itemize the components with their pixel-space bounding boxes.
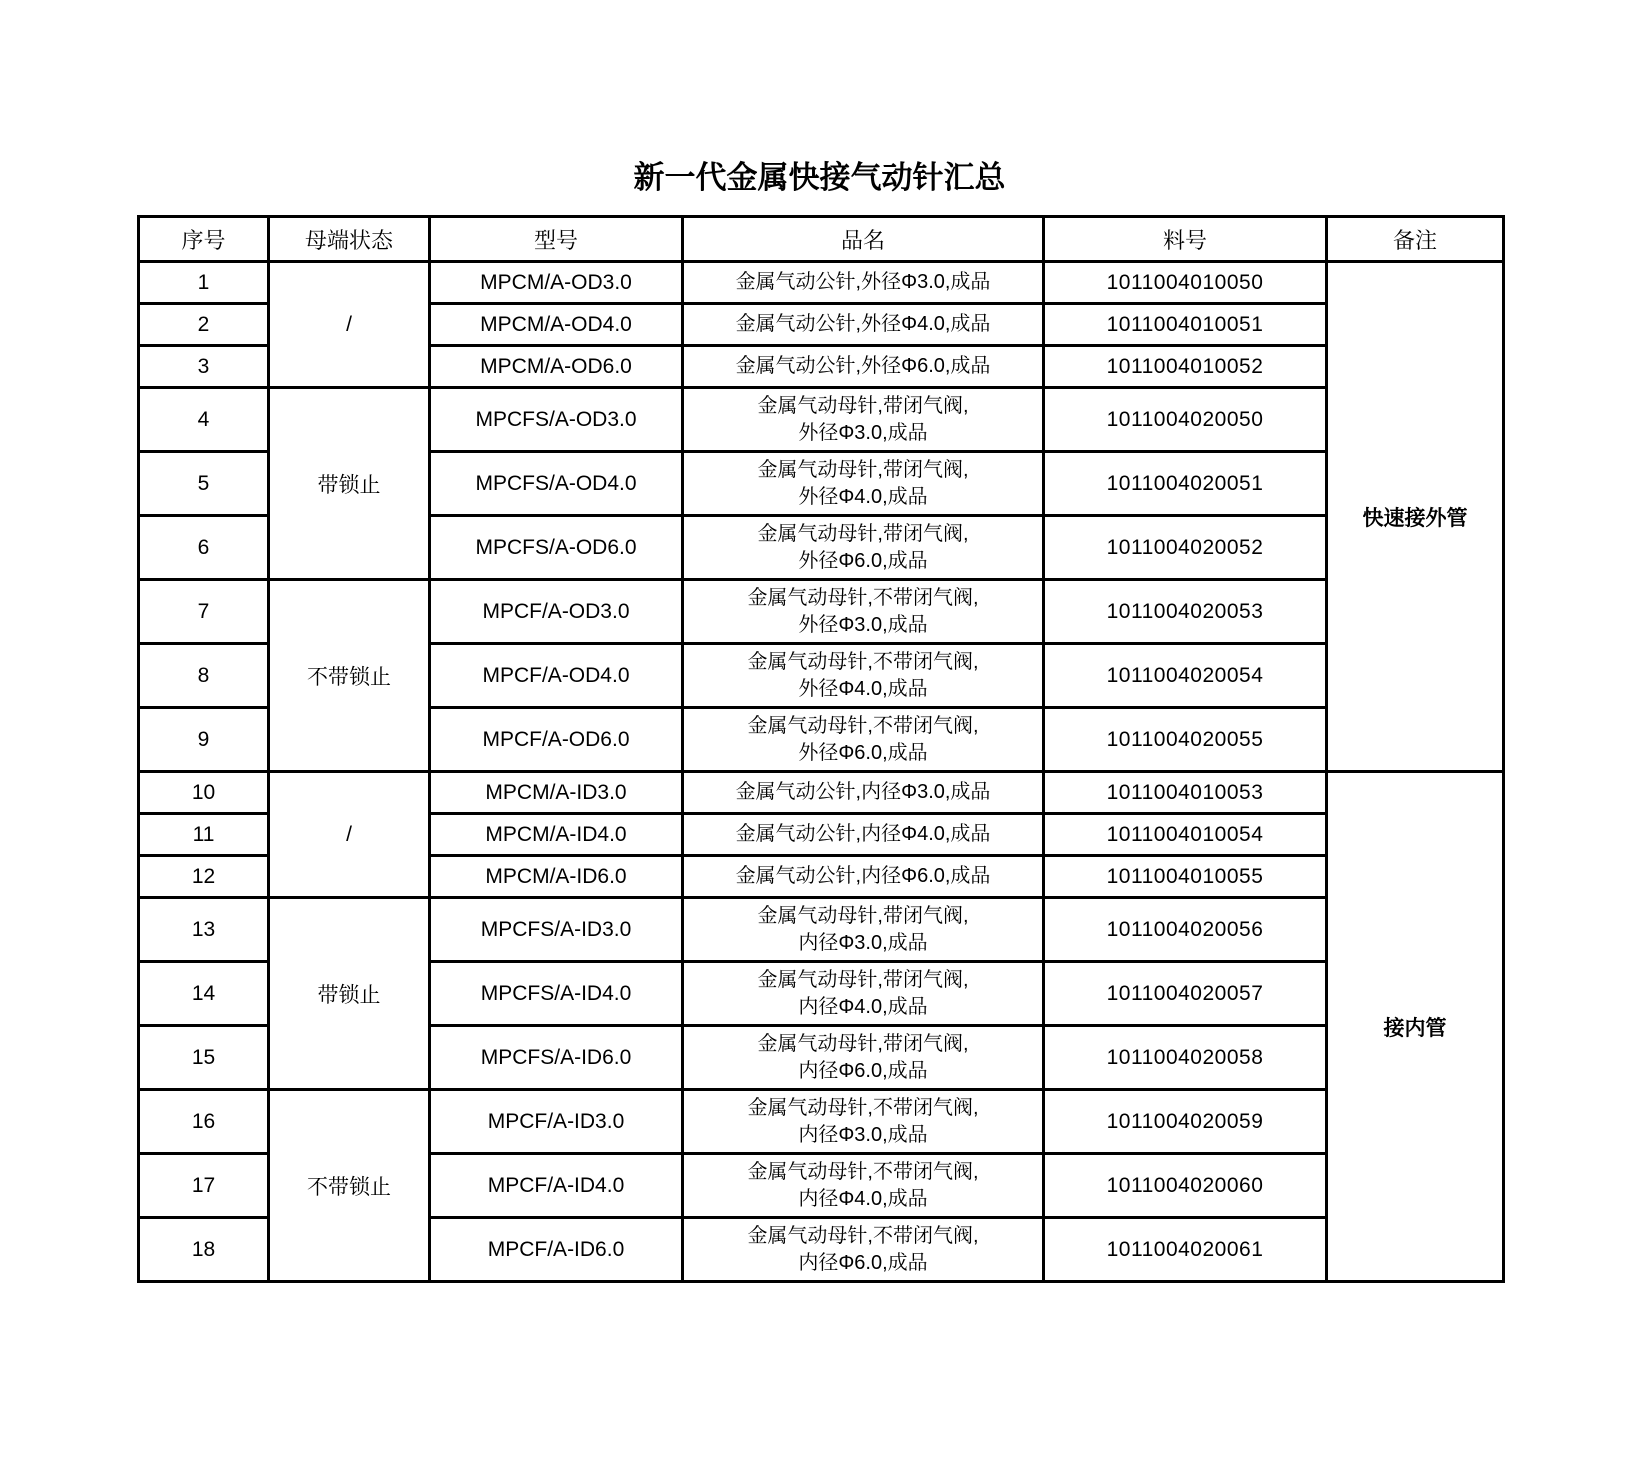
cell-model: MPCFS/A-OD3.0: [430, 388, 683, 452]
cell-serial: 6: [139, 516, 269, 580]
table-row: [139, 772, 1504, 814]
cell-serial: 11: [139, 814, 269, 856]
cell-part-number: 1011004010053: [1044, 772, 1327, 814]
product-name-line: 外径Φ3.0,成品: [798, 421, 928, 444]
cell-serial: 16: [139, 1090, 269, 1154]
cell-model: MPCF/A-OD4.0: [430, 644, 683, 708]
cell-product-name: [683, 962, 1044, 1026]
product-name-line: 金属气动母针,带闭气阀,: [757, 968, 969, 991]
cell-product-name: [683, 1154, 1044, 1218]
product-name-line: 金属气动母针,带闭气阀,: [757, 458, 969, 481]
cell-product-name: [683, 388, 1044, 452]
table-header-row: [139, 217, 1504, 262]
cell-status-group: /: [269, 262, 430, 388]
cell-status-group: 带锁止: [269, 388, 430, 580]
product-name-line: 内径Φ3.0,成品: [798, 931, 928, 954]
cell-model: MPCM/A-ID6.0: [430, 856, 683, 898]
cell-model: MPCM/A-OD3.0: [430, 262, 683, 304]
cell-part-number: 1011004020061: [1044, 1218, 1327, 1282]
cell-model: MPCF/A-ID6.0: [430, 1218, 683, 1282]
cell-model: MPCM/A-OD6.0: [430, 346, 683, 388]
cell-serial: 17: [139, 1154, 269, 1218]
cell-remark-group: 快速接外管: [1327, 262, 1504, 772]
product-name-line: 外径Φ3.0,成品: [798, 613, 928, 636]
cell-part-number: 1011004020052: [1044, 516, 1327, 580]
cell-part-number: 1011004020050: [1044, 388, 1327, 452]
parts-summary-table: [137, 215, 1505, 1283]
product-name-line: 内径Φ6.0,成品: [798, 1251, 928, 1274]
cell-model: MPCFS/A-ID3.0: [430, 898, 683, 962]
cell-product-name: [683, 814, 1044, 856]
product-name-line: 外径Φ6.0,成品: [798, 549, 928, 572]
cell-part-number: 1011004020053: [1044, 580, 1327, 644]
header-part-number: 料号: [1044, 217, 1327, 262]
cell-status-group: 不带锁止: [269, 1090, 430, 1282]
cell-model: MPCFS/A-ID4.0: [430, 962, 683, 1026]
product-name-line: 金属气动公针,内径Φ3.0,成品: [735, 781, 991, 803]
cell-remark-group: 接内管: [1327, 772, 1504, 1282]
cell-serial: 3: [139, 346, 269, 388]
table-row: [139, 1090, 1504, 1154]
cell-model: MPCF/A-ID4.0: [430, 1154, 683, 1218]
cell-serial: 12: [139, 856, 269, 898]
cell-product-name: [683, 856, 1044, 898]
cell-part-number: 1011004020057: [1044, 962, 1327, 1026]
cell-model: MPCF/A-OD6.0: [430, 708, 683, 772]
cell-part-number: 1011004010055: [1044, 856, 1327, 898]
cell-model: MPCM/A-OD4.0: [430, 304, 683, 346]
product-name-line: 金属气动公针,外径Φ6.0,成品: [735, 355, 991, 377]
product-name-line: 外径Φ4.0,成品: [798, 677, 928, 700]
cell-part-number: 1011004010051: [1044, 304, 1327, 346]
cell-part-number: 1011004020058: [1044, 1026, 1327, 1090]
header-female-end-status: 母端状态: [269, 217, 430, 262]
table-row: [139, 580, 1504, 644]
cell-part-number: 1011004020051: [1044, 452, 1327, 516]
product-name-line: 金属气动公针,外径Φ3.0,成品: [735, 271, 991, 293]
cell-part-number: 1011004020060: [1044, 1154, 1327, 1218]
cell-part-number: 1011004010052: [1044, 346, 1327, 388]
cell-product-name: [683, 304, 1044, 346]
cell-model: MPCM/A-ID4.0: [430, 814, 683, 856]
product-name-line: 外径Φ6.0,成品: [798, 741, 928, 764]
cell-serial: 9: [139, 708, 269, 772]
cell-part-number: 1011004020056: [1044, 898, 1327, 962]
product-name-line: 金属气动公针,内径Φ6.0,成品: [735, 865, 991, 887]
product-name-line: 内径Φ4.0,成品: [798, 1187, 928, 1210]
cell-model: MPCF/A-ID3.0: [430, 1090, 683, 1154]
cell-model: MPCFS/A-OD6.0: [430, 516, 683, 580]
product-name-line: 金属气动公针,外径Φ4.0,成品: [735, 313, 991, 335]
cell-part-number: 1011004010054: [1044, 814, 1327, 856]
cell-part-number: 1011004020055: [1044, 708, 1327, 772]
cell-product-name: [683, 452, 1044, 516]
cell-part-number: 1011004010050: [1044, 262, 1327, 304]
cell-part-number: 1011004020054: [1044, 644, 1327, 708]
header-serial: 序号: [139, 217, 269, 262]
cell-product-name: [683, 262, 1044, 304]
cell-product-name: [683, 516, 1044, 580]
cell-serial: 1: [139, 262, 269, 304]
cell-model: MPCF/A-OD3.0: [430, 580, 683, 644]
product-name-line: 金属气动母针,不带闭气阀,: [747, 1096, 979, 1119]
cell-model: MPCFS/A-OD4.0: [430, 452, 683, 516]
cell-product-name: [683, 1218, 1044, 1282]
table-row: [139, 262, 1504, 304]
cell-serial: 2: [139, 304, 269, 346]
cell-status-group: /: [269, 772, 430, 898]
product-name-line: 金属气动母针,带闭气阀,: [757, 904, 969, 927]
product-name-line: 内径Φ6.0,成品: [798, 1059, 928, 1082]
cell-product-name: [683, 708, 1044, 772]
cell-product-name: [683, 898, 1044, 962]
table-row: [139, 898, 1504, 962]
cell-product-name: [683, 346, 1044, 388]
header-remark: 备注: [1327, 217, 1504, 262]
cell-serial: 4: [139, 388, 269, 452]
cell-product-name: [683, 1090, 1044, 1154]
product-name-line: 金属气动母针,不带闭气阀,: [747, 1160, 979, 1183]
cell-serial: 15: [139, 1026, 269, 1090]
product-name-line: 金属气动母针,不带闭气阀,: [747, 650, 979, 673]
cell-serial: 18: [139, 1218, 269, 1282]
page-title: 新一代金属快接气动针汇总: [633, 160, 1006, 195]
header-model: 型号: [430, 217, 683, 262]
cell-product-name: [683, 644, 1044, 708]
cell-serial: 7: [139, 580, 269, 644]
table-row: [139, 388, 1504, 452]
product-name-line: 内径Φ3.0,成品: [798, 1123, 928, 1146]
cell-serial: 10: [139, 772, 269, 814]
cell-serial: 14: [139, 962, 269, 1026]
product-name-line: 金属气动母针,不带闭气阀,: [747, 1224, 979, 1247]
cell-product-name: [683, 1026, 1044, 1090]
product-name-line: 金属气动母针,带闭气阀,: [757, 522, 969, 545]
product-name-line: 金属气动母针,不带闭气阀,: [747, 586, 979, 609]
cell-status-group: 不带锁止: [269, 580, 430, 772]
product-name-line: 外径Φ4.0,成品: [798, 485, 928, 508]
product-name-line: 金属气动母针,不带闭气阀,: [747, 714, 979, 737]
product-name-line: 金属气动母针,带闭气阀,: [757, 394, 969, 417]
cell-model: MPCM/A-ID3.0: [430, 772, 683, 814]
cell-model: MPCFS/A-ID6.0: [430, 1026, 683, 1090]
header-product-name: 品名: [683, 217, 1044, 262]
product-name-line: 内径Φ4.0,成品: [798, 995, 928, 1018]
product-name-line: 金属气动公针,内径Φ4.0,成品: [735, 823, 991, 845]
cell-serial: 8: [139, 644, 269, 708]
cell-serial: 13: [139, 898, 269, 962]
cell-product-name: [683, 772, 1044, 814]
cell-part-number: 1011004020059: [1044, 1090, 1327, 1154]
cell-status-group: 带锁止: [269, 898, 430, 1090]
cell-serial: 5: [139, 452, 269, 516]
cell-product-name: [683, 580, 1044, 644]
product-name-line: 金属气动母针,带闭气阀,: [757, 1032, 969, 1055]
